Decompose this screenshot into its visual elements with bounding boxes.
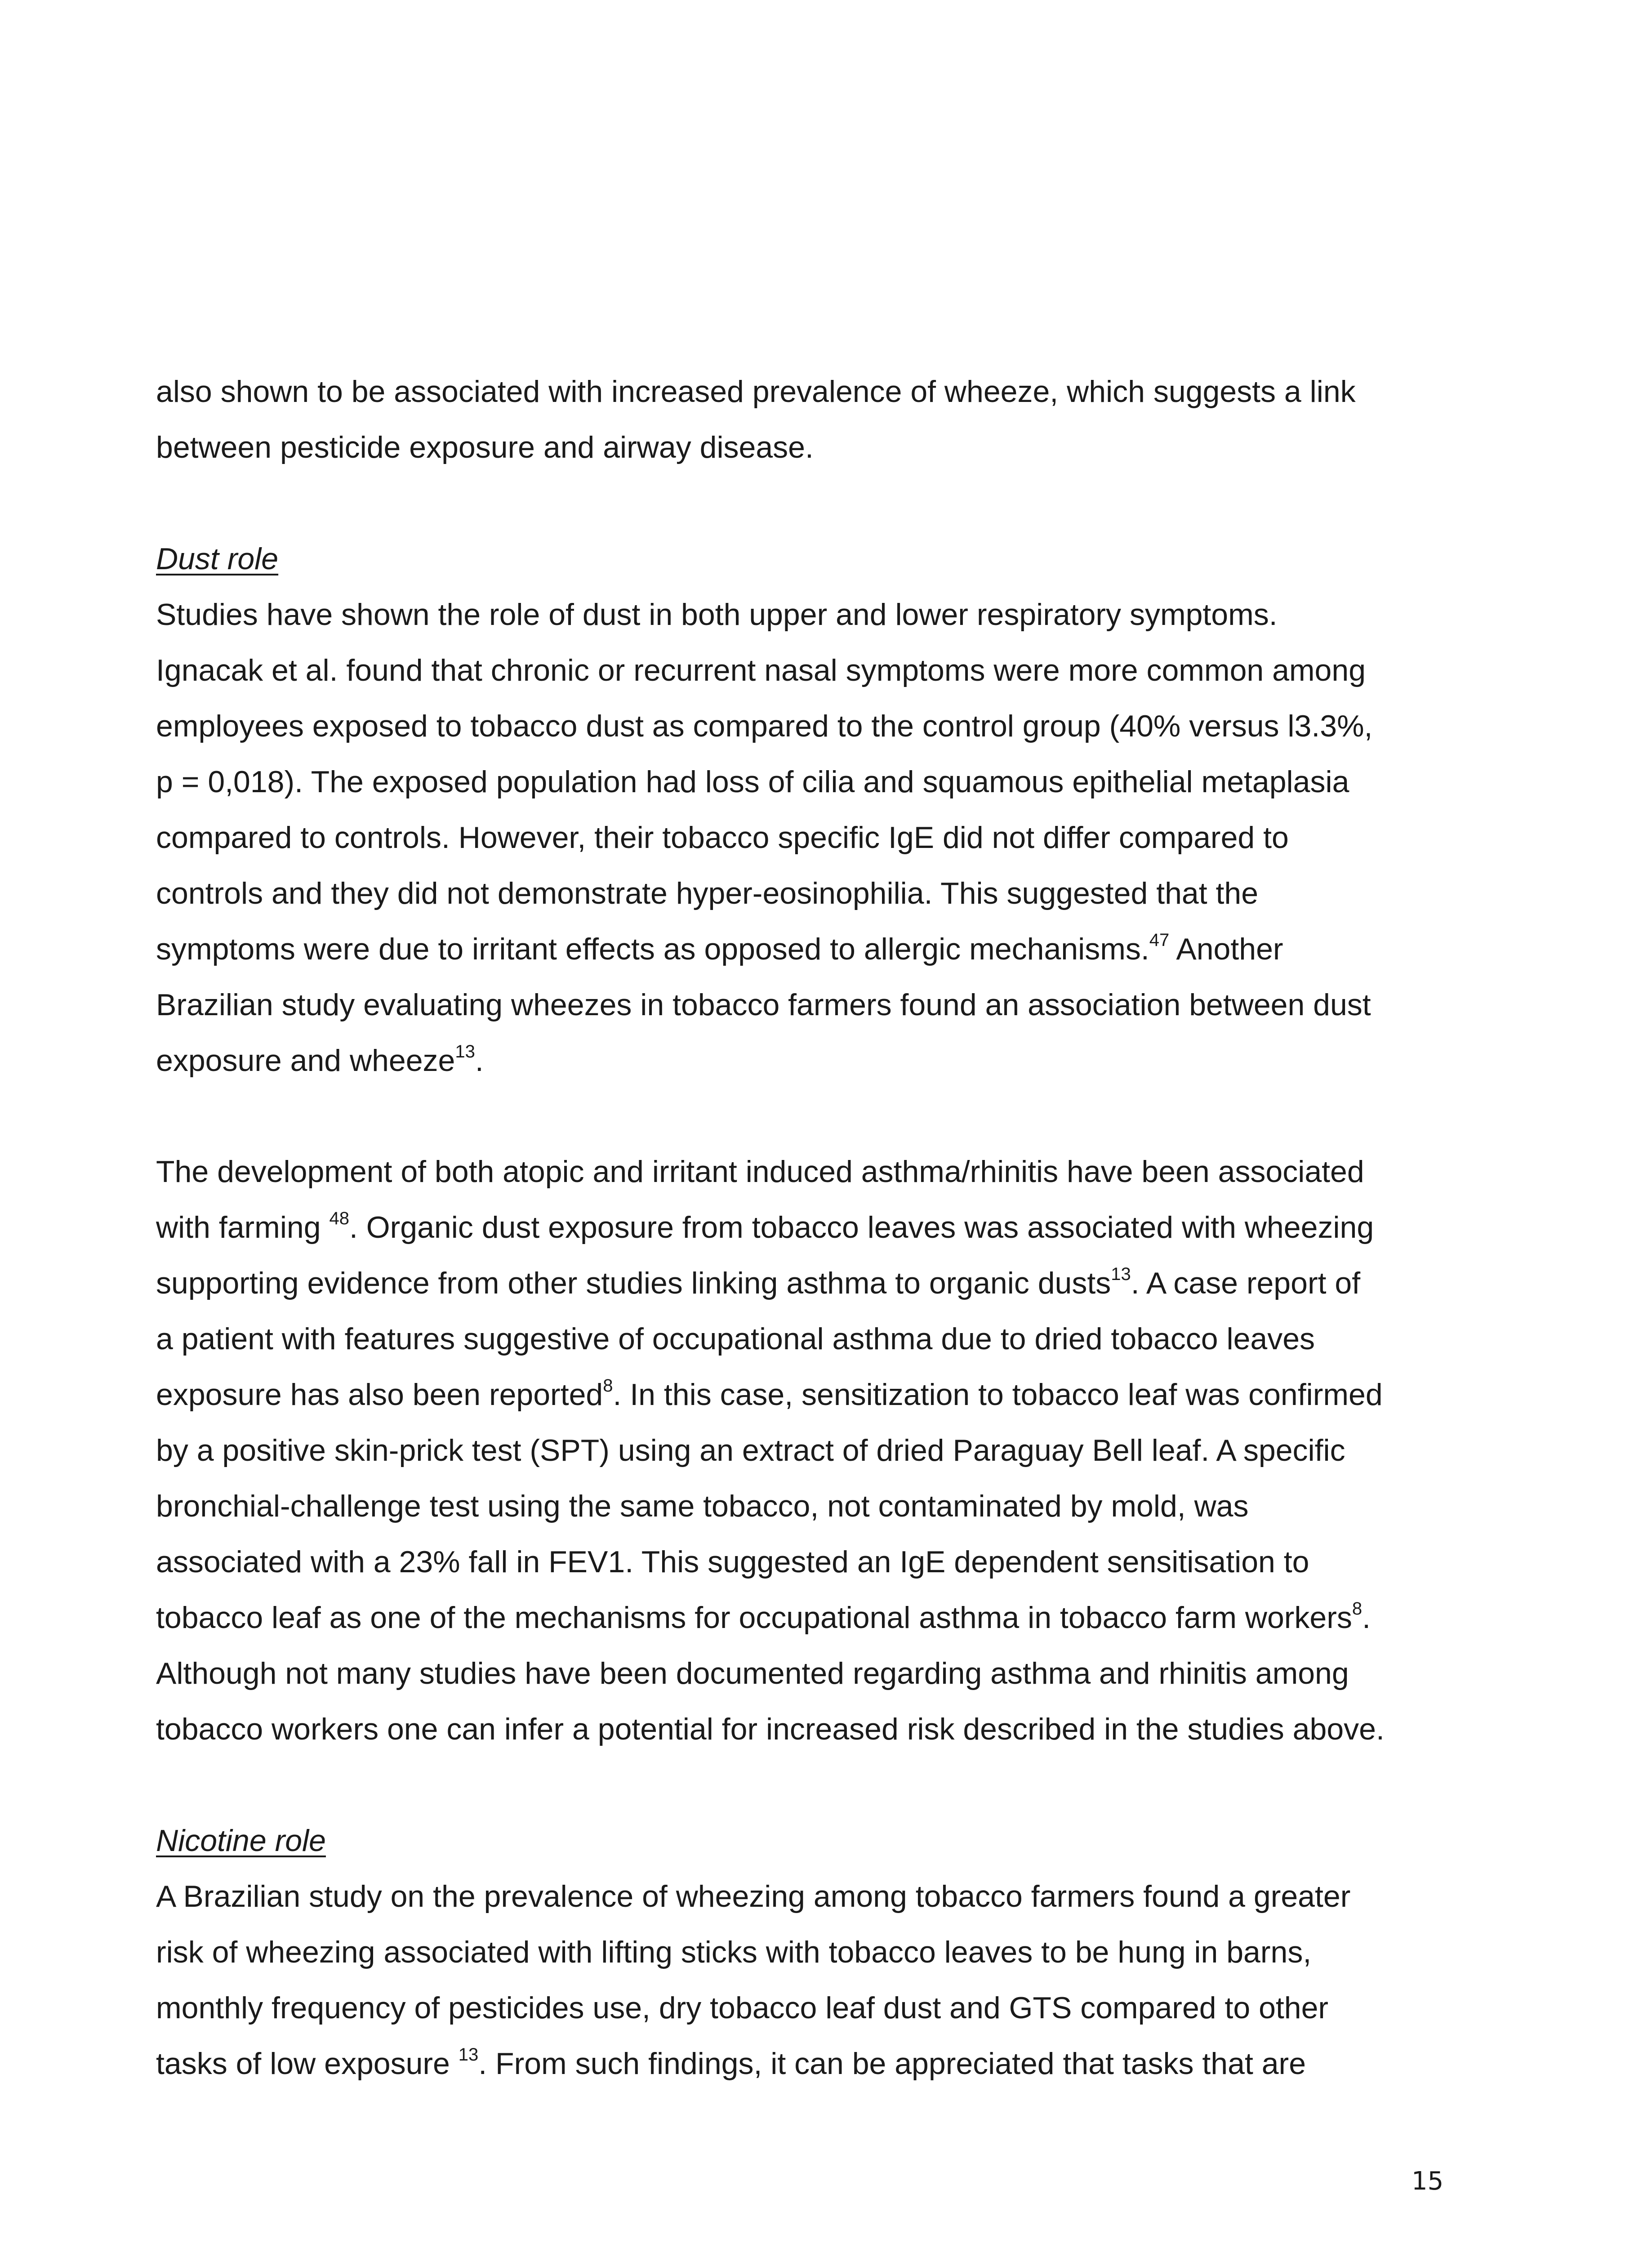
- text-line: [156, 878, 1258, 909]
- text-run: Although not many studies have been documented regarding asthma and rhinitis among: [156, 1656, 1349, 1690]
- text-line: [156, 1599, 1371, 1635]
- text-line: [156, 1658, 1349, 1689]
- text-run: Ignacak et al. found that chronic or recurrent nasal symptoms were more common among: [156, 653, 1366, 687]
- text-run: bronchial-challenge test using the same tobacco, not contaminated by mold, was: [156, 1489, 1249, 1523]
- text-run: associated with a 23% fall in FEV1. This suggested an IgE dependent sensitisation to: [156, 1545, 1309, 1579]
- citation-superscript: 48: [329, 1209, 349, 1228]
- text-run: A Brazilian study on the prevalence of wheezing among tobacco farmers found a greater: [156, 1879, 1351, 1913]
- text-line: [156, 767, 1349, 797]
- text-run: .: [1362, 1601, 1371, 1635]
- text-run: exposure and wheeze: [156, 1044, 455, 1078]
- citation-superscript: 13: [1111, 1264, 1131, 1284]
- text-run: by a positive skin-prick test (SPT) using an extract of dried Paraguay Bell leaf. A specific: [156, 1433, 1345, 1467]
- text-line: [156, 1547, 1309, 1577]
- citation-superscript: 13: [458, 2045, 479, 2065]
- text-run: exposure has also been reported: [156, 1378, 603, 1412]
- text-run: The development of both atopic and irritant induced asthma/rhinitis have been associated: [156, 1155, 1364, 1189]
- section-heading: [156, 1825, 326, 1856]
- text-run: tobacco leaf as one of the mechanisms for occupational asthma in tobacco farm workers: [156, 1601, 1352, 1635]
- text-run: . A case report of: [1131, 1266, 1361, 1300]
- text-run: tasks of low exposure: [156, 2047, 459, 2081]
- text-run: compared to controls. However, their tobacco specific IgE did not differ compared to: [156, 821, 1289, 855]
- text-line: [156, 1491, 1249, 1521]
- text-run: Dust role: [156, 542, 279, 576]
- page-number: 15: [1412, 2167, 1444, 2196]
- text-line: [156, 2045, 1306, 2081]
- text-run: tobacco workers one can infer a potential for increased risk described in the studies above.: [156, 1712, 1385, 1746]
- text-line: [156, 376, 1356, 407]
- citation-superscript: 8: [603, 1376, 613, 1396]
- text-line: [156, 822, 1289, 853]
- text-run: . From such findings, it can be appreciated that tasks that are: [478, 2047, 1306, 2081]
- text-run: Nicotine role: [156, 1824, 326, 1858]
- text-run: Another: [1169, 932, 1283, 966]
- section-heading: [156, 544, 278, 574]
- text-run: Studies have shown the role of dust in both upper and lower respiratory symptoms.: [156, 598, 1278, 632]
- text-line: [156, 1435, 1345, 1466]
- citation-superscript: 47: [1149, 930, 1170, 950]
- text-line: [156, 1264, 1361, 1300]
- text-run: p = 0,018). The exposed population had loss of cilia and squamous epithelial metaplasia: [156, 765, 1349, 799]
- text-line: [156, 1714, 1385, 1744]
- text-run: Brazilian study evaluating wheezes in tobacco farmers found an association between dust: [156, 988, 1371, 1022]
- text-run: . In this case, sensitization to tobacco leaf was confirmed: [613, 1378, 1383, 1412]
- text-run: . Organic dust exposure from tobacco leaves was associated with wheezing: [349, 1210, 1374, 1244]
- text-line: [156, 1156, 1364, 1187]
- text-line: [156, 1881, 1350, 1912]
- text-run: with farming: [156, 1210, 330, 1244]
- text-line: [156, 930, 1283, 966]
- text-run: supporting evidence from other studies linking asthma to organic dusts: [156, 1266, 1111, 1300]
- text-run: controls and they did not demonstrate hyper-eosinophilia. This suggested that the: [156, 876, 1259, 910]
- citation-superscript: 8: [1352, 1599, 1363, 1619]
- text-run: also shown to be associated with increased prevalence of wheeze, which suggests a link: [156, 375, 1356, 409]
- text-run: .: [475, 1044, 484, 1078]
- citation-superscript: 13: [455, 1042, 475, 1062]
- text-line: [156, 1376, 1383, 1412]
- text-line: [156, 1324, 1315, 1354]
- text-run: monthly frequency of pesticides use, dry tobacco leaf dust and GTS compared to other: [156, 1991, 1329, 2025]
- text-run: between pesticide exposure and airway disease.: [156, 430, 814, 464]
- text-line: [156, 655, 1366, 686]
- text-run: employees exposed to tobacco dust as compared to the control group (40% versus l3.3%,: [156, 709, 1373, 743]
- text-run: symptoms were due to irritant effects as opposed to allergic mechanisms.: [156, 932, 1149, 966]
- text-run: a patient with features suggestive of occupational asthma due to dried tobacco leaves: [156, 1322, 1315, 1356]
- text-line: [156, 1042, 484, 1078]
- text-line: [156, 1209, 1374, 1244]
- text-run: risk of wheezing associated with lifting sticks with tobacco leaves to be hung in barns,: [156, 1935, 1312, 1969]
- text-line: [156, 432, 814, 463]
- text-line: [156, 990, 1371, 1020]
- text-line: [156, 711, 1372, 741]
- text-line: [156, 1937, 1311, 1967]
- text-line: [156, 599, 1278, 630]
- text-line: [156, 1993, 1328, 2023]
